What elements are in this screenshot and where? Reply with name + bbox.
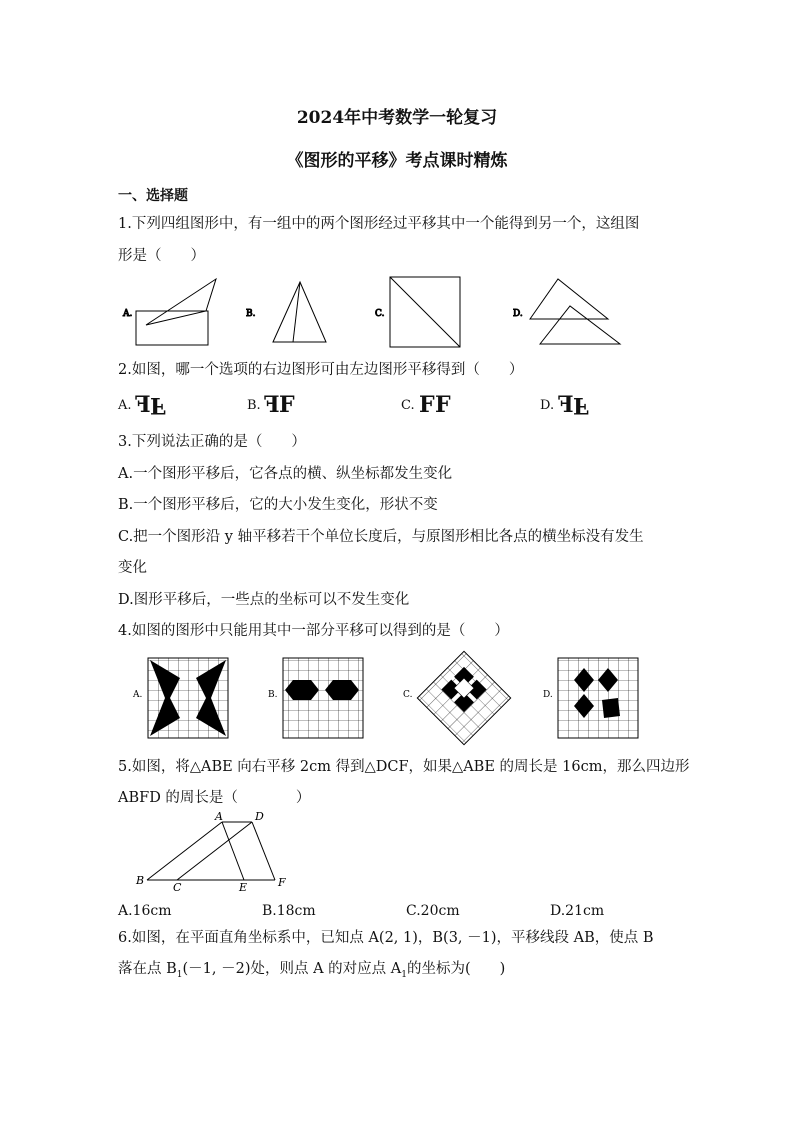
q1-figure-d [513,279,620,344]
q4-text-line1: 4.如图的图形中只能用其中一部分平移可以得到的是（ ） [118,623,509,639]
q5-text-line2: ABFD 的周长是（ ） [118,790,311,806]
q1-figure-b [246,282,326,342]
q1-label-d: D. [513,309,523,319]
q5-figure [130,810,300,892]
q5-option-d: D.21cm [550,903,605,919]
q5-option-c: C.20cm [406,903,460,919]
q5-option-b: B.18cm [262,903,316,919]
q2-label-d: D. [540,398,555,413]
q4-figures [118,650,648,750]
q5-option-a: A.16cm [118,903,172,919]
q2-glyph-c-left: F [419,392,435,418]
q5-point-c: C [173,881,182,892]
q4-figure-c [403,651,511,744]
q4-figure-b [268,658,363,738]
q2-glyph-a-left: F [135,392,151,418]
document-title: 2024年中考数学一轮复习 [296,108,498,128]
q5-point-b: B [136,874,145,887]
q2-glyph-d-right: F [573,392,589,418]
q6-text-line1: 6.如图，在平面直角坐标系中，已知点 A(2, 1)，B(3, －1)，平移线段 AB，使点 B [118,930,654,946]
q6-sub-b1: 1 [176,969,183,980]
q5-point-d: D [255,810,264,823]
q6-text-part3: 的坐标为( ) [407,961,506,977]
q2-glyph-b-left: F [264,392,280,418]
q3-option-b: B.一个图形平移后，它的大小发生变化，形状不变 [118,497,438,513]
q6-text-part1: 落在点 B [118,961,177,977]
q2-text-line1: 2.如图，哪一个选项的右边图形可由左边图形平移得到（ ） [118,362,524,378]
document-subtitle: 《图形的平移》考点课时精炼 [286,151,508,171]
q1-text-line2: 形是（ ） [118,248,205,264]
q1-label-b: B. [246,309,256,319]
q1-text-line1: 1.下列四组图形中，有一组中的两个图形经过平移其中一个能得到另一个，这组图 [118,216,640,232]
q4-label-c: C. [403,690,413,700]
q3-option-c-line2: 变化 [118,560,147,576]
q4-figure-a [132,658,228,738]
q6-sub-a1: 1 [401,969,407,980]
q5-text-line1: 5.如图，将△ABE 向右平移 2cm 得到△DCF，如果△ABE 的周长是 16cm，那么四边形 [118,759,690,775]
q2-glyph-a-right: F [150,392,166,418]
q1-figure-a [122,279,216,345]
q2-label-a: A. [118,398,132,413]
q5-point-e: E [239,881,248,892]
q2-label-c: C. [401,398,415,413]
q1-label-c: C. [375,309,385,319]
q6-text-part2: (－1, －2)处，则点 A 的对应点 A [182,961,402,977]
section-heading: 一、选择题 [118,188,188,204]
q5-point-f: F [278,876,286,889]
q3-option-a: A.一个图形平移后，它各点的横、纵坐标都发生变化 [118,466,453,482]
q2-glyph-c-right: F [435,392,451,418]
q3-option-c-line1: C.把一个图形沿 y 轴平移若干个单位长度后，与原图形相比各点的横坐标没有发生 [118,529,644,545]
q4-label-a: A. [133,690,143,700]
q6-text-line2 [118,959,505,985]
q2-label-b: B. [247,398,261,413]
q4-label-d: D. [543,690,553,700]
q5-point-a: A [215,810,223,823]
q1-label-a: A. [123,309,133,319]
q3-option-d: D.图形平移后，一些点的坐标可以不发生变化 [118,592,410,608]
q2-glyph-b-right: F [279,392,295,418]
q3-text-line1: 3.下列说法正确的是（ ） [118,434,306,450]
q1-figure-c [375,277,460,347]
q4-label-b: B. [268,690,278,700]
q2-glyph-d-left: F [558,392,574,418]
q4-figure-d [543,658,638,738]
q1-figures [118,274,638,354]
